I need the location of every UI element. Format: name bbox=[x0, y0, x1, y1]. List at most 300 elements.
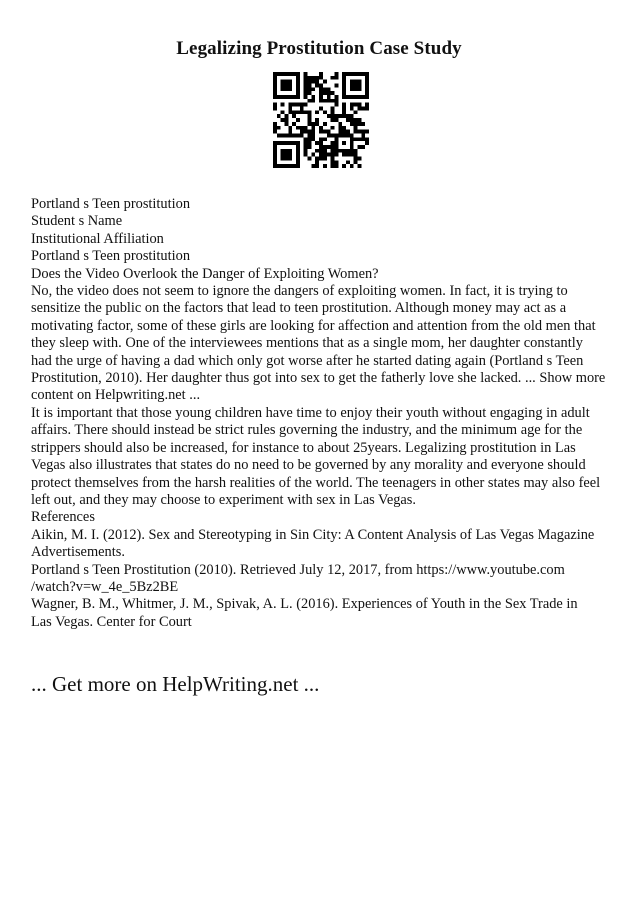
qr-module bbox=[331, 141, 335, 145]
qr-module bbox=[334, 149, 338, 153]
qr-module bbox=[319, 126, 323, 130]
qr-module bbox=[285, 84, 289, 88]
qr-module bbox=[308, 99, 312, 103]
qr-module bbox=[304, 87, 308, 91]
qr-module bbox=[296, 164, 300, 168]
qr-module bbox=[308, 91, 312, 95]
qr-module bbox=[273, 72, 277, 76]
qr-module bbox=[350, 107, 354, 111]
qr-module bbox=[342, 91, 346, 95]
qr-module bbox=[292, 72, 296, 76]
qr-module bbox=[296, 153, 300, 157]
qr-module bbox=[327, 153, 331, 157]
qr-module bbox=[304, 149, 308, 153]
qr-module bbox=[281, 103, 285, 107]
paragraph-line: content on Helpwriting.net ... bbox=[31, 387, 201, 404]
qr-module bbox=[334, 118, 338, 122]
qr-module bbox=[323, 137, 327, 141]
header-line-topic: Portland s Teen prostitution bbox=[31, 196, 191, 212]
question-heading: Does the Video Overlook the Danger of Exploiting Women? bbox=[31, 265, 379, 282]
qr-module bbox=[354, 95, 358, 99]
qr-module bbox=[327, 87, 331, 91]
qr-module bbox=[281, 110, 285, 114]
qr-module bbox=[319, 107, 323, 111]
qr-module bbox=[331, 99, 335, 103]
qr-module bbox=[315, 118, 319, 122]
document-title: Legalizing Prostitution Case Study bbox=[176, 38, 462, 59]
qr-module bbox=[304, 72, 308, 76]
qr-module bbox=[323, 164, 327, 168]
qr-module bbox=[354, 118, 358, 122]
qr-module bbox=[281, 153, 285, 157]
qr-module bbox=[365, 72, 369, 76]
qr-module bbox=[354, 153, 358, 157]
qr-module bbox=[319, 91, 323, 95]
qr-module bbox=[308, 133, 312, 137]
qr-module bbox=[350, 87, 354, 91]
paragraph-line: It is important that those young children have time to enjoy their youth without engaging in adult bbox=[31, 404, 590, 421]
paragraph-line: Vegas also illustrates that states do no need to be governed by any morality and everyone should bbox=[31, 457, 586, 474]
qr-module bbox=[311, 122, 315, 126]
qr-module bbox=[350, 149, 354, 153]
qr-module bbox=[342, 107, 346, 111]
qr-module bbox=[334, 145, 338, 149]
qr-module bbox=[338, 126, 342, 130]
qr-module bbox=[346, 118, 350, 122]
qr-module bbox=[323, 87, 327, 91]
qr-module bbox=[365, 141, 369, 145]
qr-module bbox=[288, 95, 292, 99]
qr-module bbox=[273, 122, 277, 126]
qr-module bbox=[331, 114, 335, 118]
qr-module bbox=[342, 141, 346, 145]
qr-module bbox=[296, 149, 300, 153]
qr-module bbox=[346, 153, 350, 157]
qr-module bbox=[296, 84, 300, 88]
qr-module bbox=[308, 145, 312, 149]
qr-module bbox=[288, 130, 292, 134]
qr-module bbox=[331, 145, 335, 149]
qr-module bbox=[308, 118, 312, 122]
qr-module bbox=[285, 114, 289, 118]
qr-module bbox=[342, 164, 346, 168]
qr-module bbox=[296, 160, 300, 164]
qr-module bbox=[334, 95, 338, 99]
qr-module bbox=[350, 95, 354, 99]
qr-module bbox=[273, 84, 277, 88]
qr-module bbox=[357, 145, 361, 149]
qr-module bbox=[308, 110, 312, 114]
qr-module bbox=[342, 87, 346, 91]
qr-module bbox=[288, 141, 292, 145]
qr-module bbox=[331, 160, 335, 164]
qr-module bbox=[342, 76, 346, 80]
qr-module bbox=[292, 122, 296, 126]
qr-module bbox=[304, 137, 308, 141]
qr-module bbox=[304, 110, 308, 114]
qr-module bbox=[315, 84, 319, 88]
qr-module bbox=[365, 137, 369, 141]
qr-module bbox=[361, 72, 365, 76]
qr-module bbox=[285, 72, 289, 76]
qr-module bbox=[300, 130, 304, 134]
qr-module bbox=[288, 156, 292, 160]
qr-module bbox=[323, 122, 327, 126]
references-heading: References bbox=[31, 509, 95, 526]
qr-module bbox=[319, 76, 323, 80]
qr-module bbox=[365, 76, 369, 80]
qr-module bbox=[323, 149, 327, 153]
qr-module bbox=[285, 156, 289, 160]
qr-module bbox=[277, 126, 281, 130]
qr-module bbox=[354, 137, 358, 141]
paragraph-line: sensitize the public on the factors that lead to teen prostitution. Although money may act as a bbox=[31, 300, 567, 317]
qr-module bbox=[304, 141, 308, 145]
qr-module bbox=[350, 145, 354, 149]
qr-module bbox=[292, 114, 296, 118]
qr-module bbox=[311, 137, 315, 141]
qr-module bbox=[342, 133, 346, 137]
qr-module bbox=[288, 87, 292, 91]
qr-module bbox=[350, 84, 354, 88]
qr-module bbox=[350, 72, 354, 76]
qr-module bbox=[296, 87, 300, 91]
qr-module bbox=[315, 122, 319, 126]
qr-module bbox=[357, 95, 361, 99]
qr-module bbox=[315, 110, 319, 114]
qr-module bbox=[277, 95, 281, 99]
qr-module bbox=[277, 141, 281, 145]
qr-module bbox=[311, 76, 315, 80]
qr-module bbox=[285, 149, 289, 153]
qr-module bbox=[304, 95, 308, 99]
qr-module bbox=[296, 141, 300, 145]
qr-module bbox=[281, 149, 285, 153]
qr-module bbox=[296, 80, 300, 84]
qr-module bbox=[350, 164, 354, 168]
qr-module bbox=[334, 103, 338, 107]
paragraph-line: protect themselves from the harsh realities of the world. The teenagers in other states may also feel bbox=[31, 474, 601, 491]
qr-module bbox=[331, 164, 335, 168]
qr-module bbox=[346, 95, 350, 99]
qr-module bbox=[361, 95, 365, 99]
qr-module bbox=[296, 156, 300, 160]
qr-module bbox=[296, 95, 300, 99]
qr-module bbox=[357, 84, 361, 88]
qr-module bbox=[338, 114, 342, 118]
qr-module bbox=[273, 160, 277, 164]
qr-module bbox=[288, 126, 292, 130]
section-title: Portland s Teen prostitution bbox=[31, 248, 191, 265]
qr-module bbox=[357, 87, 361, 91]
paragraph-line: No, the video does not seem to ignore the dangers of exploiting women. In fact, it is trying to bbox=[31, 283, 568, 300]
qr-module bbox=[319, 145, 323, 149]
qr-module bbox=[311, 95, 315, 99]
qr-module bbox=[350, 153, 354, 157]
qr-module bbox=[331, 107, 335, 111]
qr-module bbox=[354, 80, 358, 84]
qr-module bbox=[342, 149, 346, 153]
qr-module bbox=[327, 91, 331, 95]
reference-line: Wagner, B. M., Whitmer, J. M., Spivak, A. L. (2016). Experiences of Youth in the Sex Trade in bbox=[31, 596, 578, 613]
qr-module bbox=[331, 76, 335, 80]
reference-line: Aikin, M. I. (2012). Sex and Stereotyping in Sin City: A Content Analysis of Las Vegas Magazine bbox=[31, 526, 595, 543]
qr-module bbox=[361, 145, 365, 149]
qr-module bbox=[354, 122, 358, 126]
qr-module bbox=[304, 153, 308, 157]
qr-module bbox=[292, 95, 296, 99]
qr-module bbox=[273, 130, 277, 134]
qr-module bbox=[350, 122, 354, 126]
references-list bbox=[31, 527, 609, 631]
qr-module bbox=[300, 103, 304, 107]
qr-module bbox=[281, 141, 285, 145]
qr-module bbox=[323, 130, 327, 134]
qr-module bbox=[315, 149, 319, 153]
qr-module bbox=[304, 80, 308, 84]
qr-module bbox=[315, 76, 319, 80]
reference-line: /watch?v=w_4e_5Bz2BE bbox=[31, 578, 179, 595]
qr-module bbox=[273, 149, 277, 153]
qr-module bbox=[273, 126, 277, 130]
qr-module bbox=[331, 156, 335, 160]
qr-module bbox=[323, 80, 327, 84]
qr-module bbox=[273, 107, 277, 111]
qr-module bbox=[323, 91, 327, 95]
qr-module bbox=[285, 141, 289, 145]
qr-module bbox=[273, 145, 277, 149]
qr-module bbox=[273, 80, 277, 84]
qr-module bbox=[315, 160, 319, 164]
qr-module bbox=[285, 133, 289, 137]
qr-module bbox=[308, 76, 312, 80]
qr-module bbox=[334, 164, 338, 168]
qr-module bbox=[342, 103, 346, 107]
qr-module bbox=[288, 103, 292, 107]
document-body bbox=[31, 196, 609, 631]
qr-module bbox=[296, 76, 300, 80]
qr-module bbox=[365, 130, 369, 134]
qr-module bbox=[338, 122, 342, 126]
qr-module bbox=[331, 133, 335, 137]
qr-module bbox=[319, 99, 323, 103]
qr-module bbox=[323, 110, 327, 114]
qr-module bbox=[323, 153, 327, 157]
qr-module bbox=[319, 72, 323, 76]
qr-module bbox=[334, 137, 338, 141]
paragraph-1 bbox=[31, 283, 609, 405]
qr-module bbox=[327, 95, 331, 99]
qr-module bbox=[334, 84, 338, 88]
qr-module bbox=[327, 114, 331, 118]
qr-module bbox=[311, 133, 315, 137]
qr-module bbox=[331, 153, 335, 157]
qr-module bbox=[357, 118, 361, 122]
qr-module bbox=[304, 126, 308, 130]
qr-module bbox=[357, 103, 361, 107]
qr-module bbox=[292, 103, 296, 107]
qr-module bbox=[357, 72, 361, 76]
qr-module bbox=[308, 84, 312, 88]
qr-module bbox=[342, 126, 346, 130]
qr-module bbox=[357, 122, 361, 126]
qr-module bbox=[334, 153, 338, 157]
qr-module bbox=[354, 126, 358, 130]
qr-module bbox=[365, 95, 369, 99]
qr-module bbox=[319, 156, 323, 160]
qr-module bbox=[361, 122, 365, 126]
qr-module bbox=[296, 103, 300, 107]
qr-module bbox=[338, 133, 342, 137]
qr-module bbox=[308, 156, 312, 160]
qr-module bbox=[327, 99, 331, 103]
qr-module bbox=[350, 141, 354, 145]
qr-module bbox=[365, 87, 369, 91]
qr-module bbox=[311, 99, 315, 103]
paragraph-line: affairs. There should instead be strict rules governing the industry, and the minimum age for the bbox=[31, 422, 583, 439]
qr-module bbox=[357, 156, 361, 160]
qr-module bbox=[319, 95, 323, 99]
qr-module bbox=[323, 156, 327, 160]
qr-module bbox=[346, 130, 350, 134]
qr-module bbox=[288, 84, 292, 88]
qr-module bbox=[338, 130, 342, 134]
qr-module bbox=[273, 153, 277, 157]
header-line-student: Student s Name bbox=[31, 213, 123, 230]
qr-module bbox=[300, 133, 304, 137]
qr-module bbox=[277, 133, 281, 137]
qr-module bbox=[350, 137, 354, 141]
qr-module bbox=[308, 80, 312, 84]
qr-module bbox=[288, 133, 292, 137]
qr-module bbox=[304, 130, 308, 134]
qr-module bbox=[273, 156, 277, 160]
qr-module bbox=[311, 87, 315, 91]
paragraph-2 bbox=[31, 405, 609, 509]
qr-module bbox=[357, 130, 361, 134]
qr-module bbox=[288, 72, 292, 76]
reference-line: Portland s Teen Prostitution (2010). Retrieved July 12, 2017, from https://www.youtube.com bbox=[31, 561, 565, 578]
qr-module bbox=[365, 91, 369, 95]
qr-module bbox=[334, 133, 338, 137]
qr-module bbox=[346, 149, 350, 153]
qr-module bbox=[346, 133, 350, 137]
qr-module bbox=[304, 145, 308, 149]
qr-module bbox=[327, 145, 331, 149]
qr-module bbox=[350, 133, 354, 137]
qr-module bbox=[342, 110, 346, 114]
qr-module bbox=[273, 103, 277, 107]
reference-line: Las Vegas. Center for Court bbox=[31, 613, 192, 630]
qr-module bbox=[296, 133, 300, 137]
qr-module bbox=[315, 80, 319, 84]
qr-module bbox=[334, 72, 338, 76]
qr-module bbox=[308, 130, 312, 134]
qr-module bbox=[319, 130, 323, 134]
qr-module bbox=[273, 91, 277, 95]
get-more-link[interactable]: ... Get more on HelpWriting.net ... bbox=[31, 672, 320, 696]
qr-module bbox=[315, 141, 319, 145]
qr-module bbox=[319, 153, 323, 157]
qr-module bbox=[304, 84, 308, 88]
qr-module bbox=[281, 72, 285, 76]
qr-module bbox=[350, 118, 354, 122]
qr-module bbox=[327, 133, 331, 137]
qr-module bbox=[311, 126, 315, 130]
qr-module bbox=[281, 156, 285, 160]
paragraph-line: strippers should also be increased, for instance to about 25years. Legalizing prostitution in Las bbox=[31, 439, 576, 456]
qr-module bbox=[288, 164, 292, 168]
qr-module bbox=[296, 126, 300, 130]
qr-module bbox=[292, 133, 296, 137]
qr-module bbox=[342, 114, 346, 118]
qr-module bbox=[350, 103, 354, 107]
reference-line: Advertisements. bbox=[31, 544, 125, 561]
qr-module bbox=[304, 103, 308, 107]
qr-module bbox=[288, 149, 292, 153]
qr-module bbox=[315, 164, 319, 168]
qr-module bbox=[354, 87, 358, 91]
qr-module bbox=[281, 118, 285, 122]
qr-module bbox=[342, 130, 346, 134]
qr-module bbox=[311, 130, 315, 134]
qr-module bbox=[357, 137, 361, 141]
qr-module bbox=[315, 156, 319, 160]
qr-module bbox=[319, 87, 323, 91]
qr-module bbox=[361, 130, 365, 134]
qr-module bbox=[331, 149, 335, 153]
qr-module bbox=[296, 118, 300, 122]
qr-module bbox=[357, 80, 361, 84]
qr-module bbox=[300, 126, 304, 130]
qr-module bbox=[327, 130, 331, 134]
qr-module bbox=[285, 80, 289, 84]
qr-module bbox=[319, 84, 323, 88]
qr-module bbox=[361, 107, 365, 111]
qr-module bbox=[277, 114, 281, 118]
qr-module bbox=[323, 145, 327, 149]
qr-module bbox=[334, 76, 338, 80]
paragraph-line: Prostitution, 2010). Her daughter thus got into sex to get the fatherly love she lacked. ... Show more bbox=[31, 370, 606, 387]
qr-module bbox=[300, 107, 304, 111]
qr-module bbox=[354, 103, 358, 107]
paragraph-line: they sleep with. One of the interviewees mentions that as a single mom, her daughter constantly bbox=[31, 335, 583, 352]
qr-module bbox=[308, 137, 312, 141]
qr-module bbox=[334, 99, 338, 103]
qr-module bbox=[281, 80, 285, 84]
qr-module bbox=[342, 72, 346, 76]
qr-module bbox=[331, 126, 335, 130]
qr-module bbox=[365, 107, 369, 111]
qr-module bbox=[354, 72, 358, 76]
qr-module bbox=[292, 141, 296, 145]
qr-module bbox=[354, 110, 358, 114]
qr-code-icon[interactable] bbox=[273, 72, 369, 168]
qr-module bbox=[354, 156, 358, 160]
header-line-affiliation: Institutional Affiliation bbox=[31, 230, 164, 247]
qr-module bbox=[357, 107, 361, 111]
qr-module bbox=[338, 149, 342, 153]
qr-module bbox=[308, 141, 312, 145]
paragraph-line: left out, and they may choose to experiment with sex in Las Vegas. bbox=[31, 491, 416, 508]
qr-module bbox=[308, 114, 312, 118]
qr-module bbox=[273, 87, 277, 91]
qr-module bbox=[308, 87, 312, 91]
qr-module bbox=[342, 80, 346, 84]
qr-module bbox=[292, 164, 296, 168]
qr-module bbox=[304, 76, 308, 80]
qr-module bbox=[285, 153, 289, 157]
